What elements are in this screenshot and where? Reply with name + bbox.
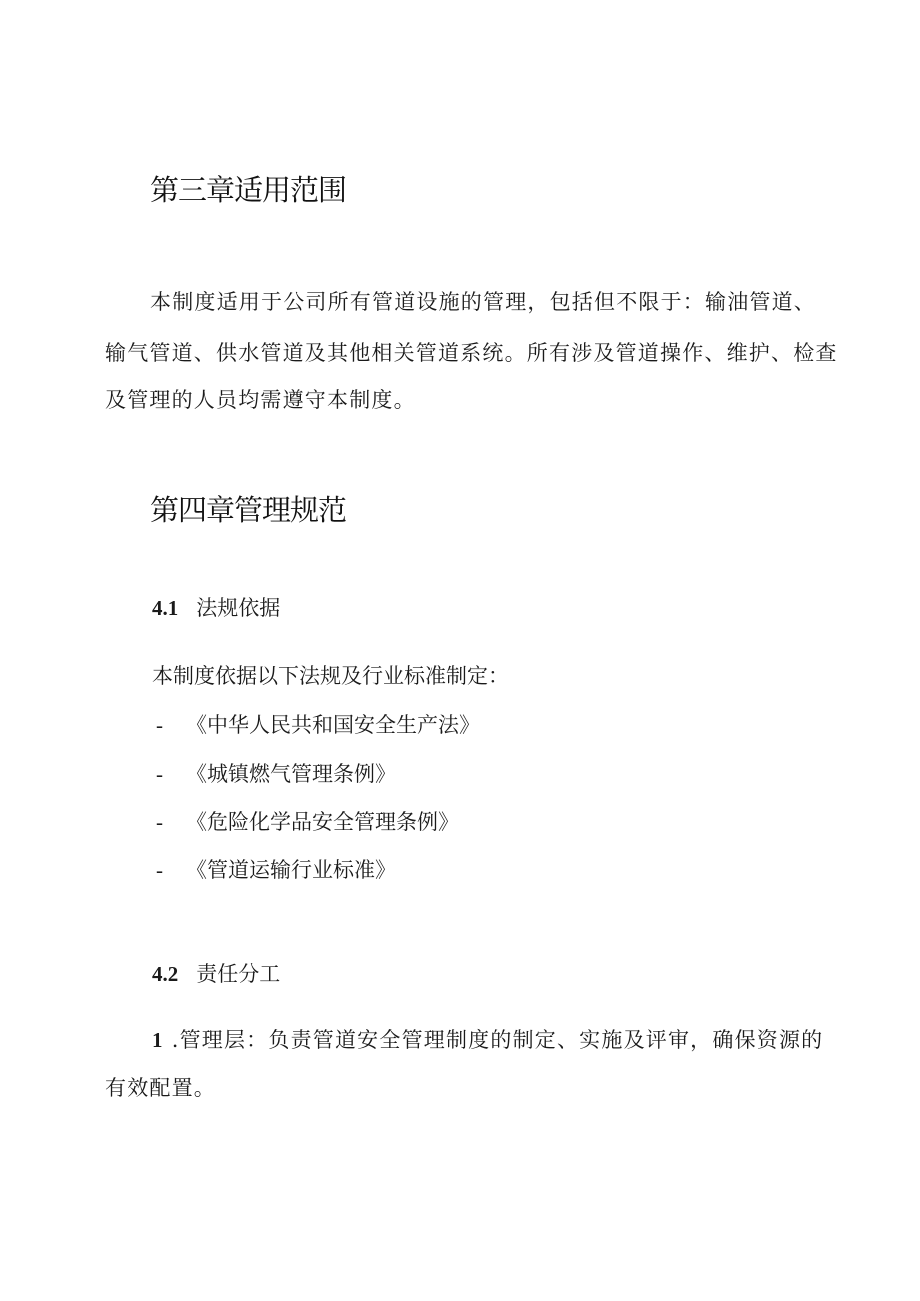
section-4-2-title: 责任分工 (196, 962, 281, 986)
responsibility-item-text: .管理层：负责管道安全管理制度的制定、实施及评审，确保资源的 (171, 1028, 824, 1052)
regulation-text: 《中华人民共和国安全生产法》 (186, 713, 480, 737)
chapter-3-paragraph-line-2: 输气管道、供水管道及其他相关管道系统。所有涉及管道操作、维护、检查 (105, 341, 838, 365)
list-bullet: - (156, 858, 163, 882)
list-bullet: - (156, 810, 163, 834)
chapter-3-paragraph-line-3: 及管理的人员均需遵守本制度。 (105, 388, 416, 412)
list-bullet: - (156, 713, 163, 737)
section-4-1-number: 4.1 (152, 596, 179, 620)
regulation-text: 《城镇燃气管理条例》 (186, 762, 396, 786)
regulation-list-item (156, 806, 459, 836)
chapter-4-title: 第四章管理规范 (150, 493, 347, 527)
section-4-1-heading (152, 592, 280, 622)
chapter-3-paragraph-line-1: 本制度适用于公司所有管道设施的管理，包括但不限于：输油管道、 (150, 290, 816, 314)
responsibility-item-1-line-1 (152, 1024, 823, 1054)
section-4-2-number: 4.2 (152, 962, 179, 986)
section-4-1-intro: 本制度依据以下法规及行业标准制定： (152, 664, 509, 688)
regulation-text: 《危险化学品安全管理条例》 (186, 810, 459, 834)
responsibility-item-number: 1 (152, 1028, 164, 1052)
responsibility-item-1-line-2: 有效配置。 (105, 1076, 216, 1100)
regulation-list-item (156, 854, 396, 884)
section-4-1-title: 法规依据 (196, 596, 281, 620)
section-4-2-heading (152, 958, 280, 988)
list-bullet: - (156, 762, 163, 786)
regulation-text: 《管道运输行业标准》 (186, 858, 396, 882)
regulation-list-item (156, 758, 396, 788)
chapter-3-title: 第三章适用范围 (150, 173, 347, 207)
regulation-list-item (156, 709, 480, 739)
